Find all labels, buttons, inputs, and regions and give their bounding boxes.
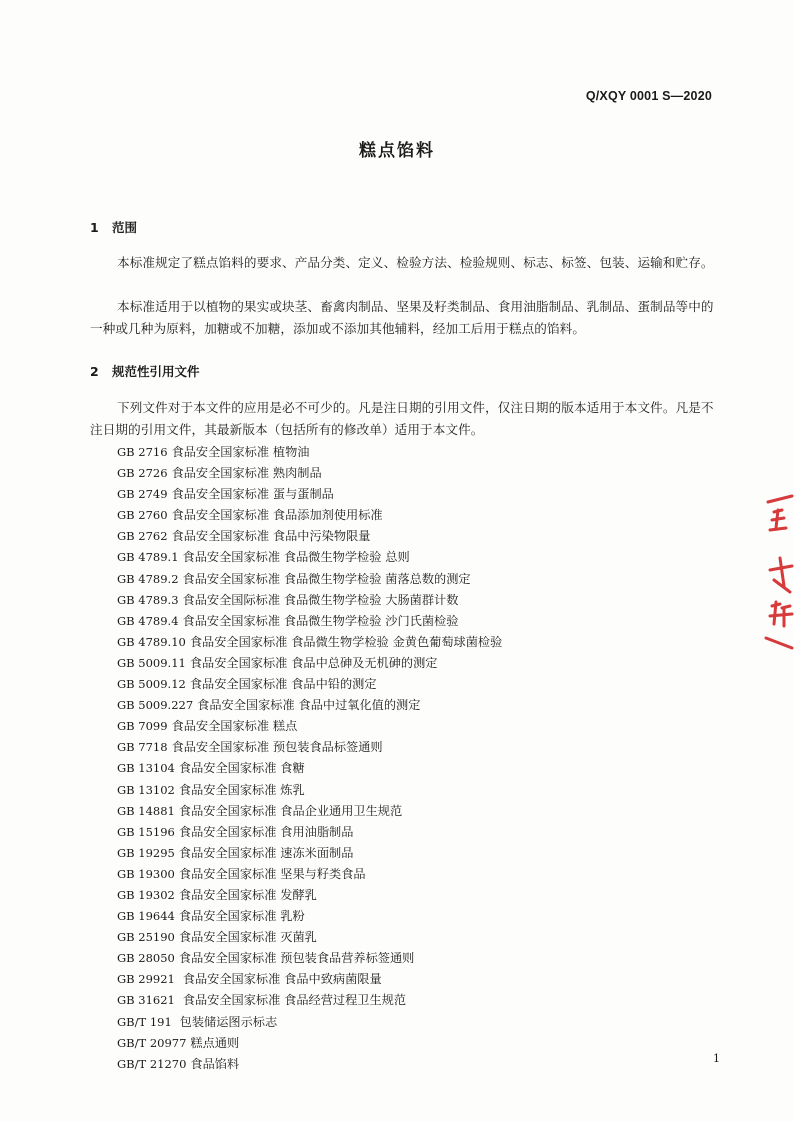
reference-title: 食品安全国家标准 食品中污染物限量 <box>171 529 371 544</box>
reference-code: GB 14881 <box>117 803 175 818</box>
list-item <box>117 927 502 948</box>
document-code: Q/XQY 0001 S—2020 <box>585 89 712 103</box>
list-item <box>117 885 502 906</box>
page-number: 1 <box>713 1052 720 1065</box>
reference-title: 食品安全国家标准 食品微生物学检验 金黄色葡萄球菌检验 <box>189 634 503 649</box>
reference-title: 糕点通则 <box>190 1035 240 1050</box>
reference-title: 食品安全国家标准 食品微生物学检验 菌落总数的测定 <box>182 571 471 586</box>
paragraph: 本标准规定了糕点馅料的要求、产品分类、定义、检验方法、检验规则、标志、标签、包装、运输和贮存。 <box>117 255 714 270</box>
list-item <box>117 463 502 484</box>
reference-code: GB 2762 <box>117 529 168 544</box>
list-item <box>117 758 502 779</box>
reference-code: GB 2716 <box>117 445 168 459</box>
reference-code: GB 4789.3 <box>117 592 179 607</box>
reference-title: 食品安全国家标准 乳粉 <box>178 909 305 924</box>
reference-code: GB 29921 <box>117 972 175 987</box>
list-item <box>117 442 502 463</box>
reference-title: 食品安全国家标准 速冻米面制品 <box>178 845 354 860</box>
reference-code: GB 15196 <box>117 824 175 839</box>
reference-title: 食品安全国家标准 发酵乳 <box>178 887 317 902</box>
reference-title: 食品安全国家标准 蛋与蛋制品 <box>171 487 334 502</box>
list-item <box>117 843 502 864</box>
list-item <box>117 990 502 1011</box>
list-item <box>117 1033 502 1054</box>
list-item <box>117 505 502 526</box>
list-item <box>117 695 502 716</box>
reference-title: 食品安全国家标准 食品微生物学检验 沙门氏菌检验 <box>182 613 459 628</box>
reference-code: GB 4789.10 <box>117 634 186 649</box>
document-title: 糕点馅料 <box>359 141 435 161</box>
reference-code: GB 5009.227 <box>117 698 194 713</box>
reference-title: 食品安全国家标准 食品微生物学检验 总则 <box>182 550 410 565</box>
list-item <box>117 547 502 568</box>
reference-title: 包装储运图示标志 <box>175 1014 278 1029</box>
list-item <box>117 484 502 505</box>
list-item <box>117 1012 502 1033</box>
reference-title: 食品安全国家标准 熟肉制品 <box>171 466 322 481</box>
reference-title: 食品安全国家标准 炼乳 <box>178 782 305 797</box>
reference-title: 食品安全国家标准 植物油 <box>171 445 310 459</box>
reference-code: GB 5009.11 <box>117 655 186 670</box>
section-number: 1 <box>90 220 99 235</box>
reference-code: GB 7099 <box>117 719 168 734</box>
reference-code: GB 2760 <box>117 508 168 523</box>
reference-code: GB 13104 <box>117 761 175 776</box>
reference-title: 食品安全国家标准 糕点 <box>171 719 298 734</box>
list-item <box>117 801 502 822</box>
reference-code: GB 5009.12 <box>117 677 186 692</box>
reference-title: 食品安全国家标准 食品中总砷及无机砷的测定 <box>189 655 438 670</box>
paragraph: 下列文件对于本文件的应用是必不可少的。凡是注日期的引用文件，仅注日期的版本适用于本文件。凡是不注日期的引用文件，其最新版本（包括所有的修改单）适用于本文件。 <box>90 400 714 437</box>
section-title: 范围 <box>112 220 138 235</box>
reference-title: 食品安全国家标准 食品企业通用卫生规范 <box>178 803 403 818</box>
section-number: 2 <box>90 364 99 379</box>
reference-code: GB 19300 <box>117 866 175 881</box>
reference-code: GB/T 20977 <box>117 1035 187 1050</box>
list-item <box>117 969 502 990</box>
list-item <box>117 864 502 885</box>
reference-title: 食品安全国家标准 预包装食品营养标签通则 <box>178 951 415 966</box>
reference-title: 食品安全国家标准 食糖 <box>178 761 305 776</box>
reference-title: 食品安全国家标准 灭菌乳 <box>178 930 317 945</box>
list-item <box>117 569 502 590</box>
reference-title: 食品安全国家标准 食品中过氧化值的测定 <box>197 698 421 713</box>
list-item <box>117 653 502 674</box>
reference-code: GB 31621 <box>117 993 175 1008</box>
reference-code: GB 28050 <box>117 951 175 966</box>
list-item <box>117 674 502 695</box>
list-item <box>117 611 502 632</box>
reference-code: GB 2749 <box>117 487 168 502</box>
reference-code: GB 4789.4 <box>117 613 179 628</box>
section-heading-scope <box>90 218 137 236</box>
list-item <box>117 632 502 653</box>
list-item <box>117 737 502 758</box>
filing-stamp-icon <box>762 488 794 658</box>
reference-code: GB 19295 <box>117 845 175 860</box>
reference-title: 食品安全国家标准 食品经营过程卫生规范 <box>178 993 407 1008</box>
reference-code: GB 13102 <box>117 782 175 797</box>
reference-code: GB 4789.2 <box>117 571 179 586</box>
reference-title: 食品安全国家标准 食品中铅的测定 <box>189 677 377 692</box>
paragraph: 本标准适用于以植物的果实或块茎、畜禽肉制品、坚果及籽类制品、食用油脂制品、乳制品、蛋制品等中的一种或几种为原料，加糖或不加糖，添加或不添加其他辅料，经加工后用于糕点的馅料。 <box>90 299 714 336</box>
reference-code: GB 19644 <box>117 909 175 924</box>
list-item <box>117 780 502 801</box>
section-title: 规范性引用文件 <box>112 364 200 379</box>
list-item <box>117 906 502 927</box>
reference-title: 食品安全国家标准 预包装食品标签通则 <box>171 740 383 755</box>
reference-code: GB/T 191 <box>117 1014 172 1029</box>
list-item <box>117 526 502 547</box>
reference-code: GB/T 21270 <box>117 1056 187 1071</box>
reference-title: 食品安全国家标准 坚果与籽类食品 <box>178 866 366 881</box>
list-item <box>117 822 502 843</box>
reference-title: 食品安全国家标准 食品中致病菌限量 <box>178 972 382 987</box>
reference-code: GB 2726 <box>117 466 168 481</box>
reference-title: 食品安全国家标准 食用油脂制品 <box>178 824 354 839</box>
list-item <box>117 948 502 969</box>
reference-title: 食品馅料 <box>190 1056 240 1071</box>
reference-code: GB 7718 <box>117 740 168 755</box>
reference-code: GB 25190 <box>117 930 175 945</box>
list-item <box>117 590 502 611</box>
reference-title: 食品安全国家标准 食品添加剂使用标准 <box>171 508 383 523</box>
reference-list <box>117 442 502 1075</box>
reference-title: 食品安全国际标准 食品微生物学检验 大肠菌群计数 <box>182 592 459 607</box>
list-item <box>117 1054 502 1075</box>
reference-code: GB 4789.1 <box>117 550 179 565</box>
reference-code: GB 19302 <box>117 887 175 902</box>
list-item <box>117 716 502 737</box>
section-heading-normative-references <box>90 362 200 380</box>
